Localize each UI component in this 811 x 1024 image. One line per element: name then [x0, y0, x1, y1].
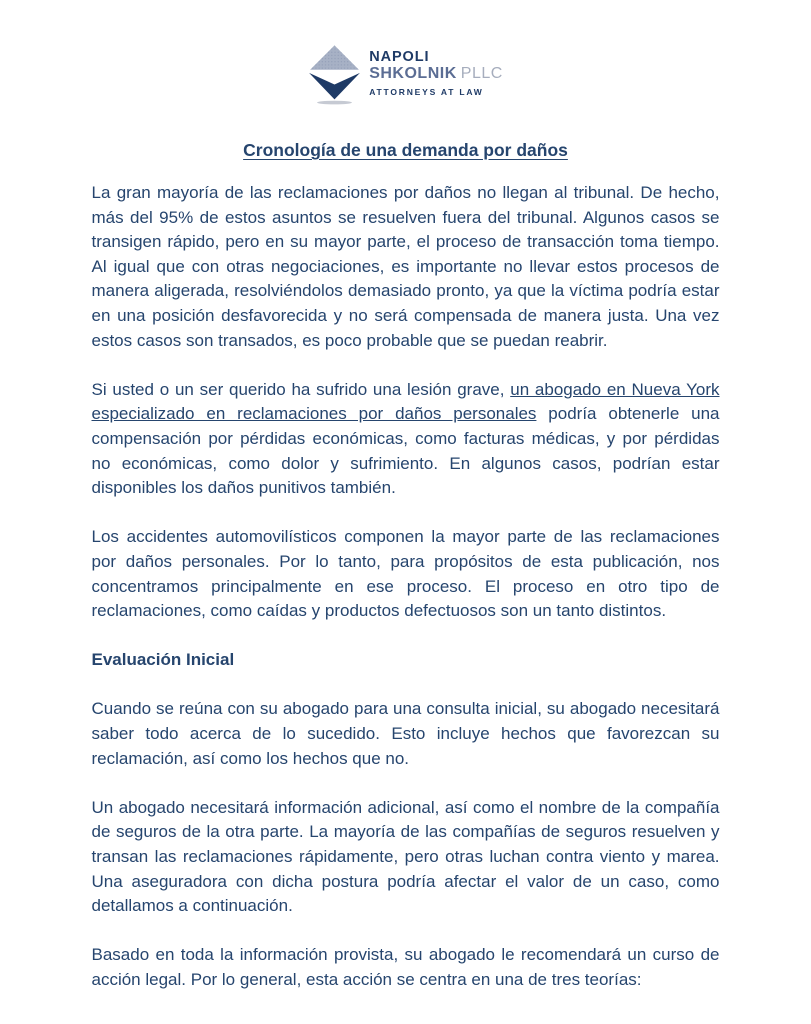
paragraph-legal-action: Basado en toda la información provista, su abogado le recomendará un curso de acción legal. Por lo general, esta acción se centra en una de tres teorías:	[91, 945, 720, 989]
paragraph-auto-accidents: Los accidentes automovilísticos componen la mayor parte de las reclamaciones por daños personales. Por lo tanto, para propósitos de esta publicación, nos concentramos principalmente en ese proceso. El proceso en otro tipo de reclamaciones, como caídas y productos defectuosos son un tanto distintos.	[91, 527, 720, 621]
napoli-shkolnik-logo	[0, 0, 811, 106]
logo-pllc-text: PLLC	[460, 65, 503, 82]
diamond-logo-icon	[308, 44, 361, 106]
section-heading-evaluacion-inicial: Evaluación Inicial	[91, 650, 235, 670]
logo-top-triangle-dots	[310, 45, 359, 69]
paragraph-insurance-info: Un abogado necesitará información adicional, así como el nombre de la compañía de seguros de la otra parte. La mayoría de las compañías de seguros resuelven y transan las reclamaciones rápidamente, pero otras luchan contra viento y marea. Una aseguradora con dicha postura podría afectar el valor de un caso, como detallamos a continuación.	[91, 797, 720, 916]
paragraph-2-lead: Si usted o un ser querido ha sufrido una lesión grave,	[91, 379, 511, 399]
logo-shadow	[317, 101, 352, 105]
document-body	[92, 181, 720, 993]
ny-injury-lawyer-link[interactable]: un abogado en Nueva York especializado en reclamaciones por daños personales	[91, 379, 720, 424]
paragraph-settlement-overview: La gran mayoría de las reclamaciones por daños no llegan al tribunal. De hecho, más del 95% de estos asuntos se resuelven fuera del tribunal. Algunos casos se transigen rápido, pero en su mayor parte, el proceso de transacción toma tiempo. Al igual que con otras negociaciones, es importante no llevar estos procesos de manera aligerada, resolviéndolos demasiado pronto, ya que la víctima podría estar en una posición desfavorecida y no será compensada de manera justa. Una vez estos casos son transados, es poco probable que se puedan reabrir.	[91, 183, 720, 350]
paragraph-lawyer-compensation	[92, 378, 720, 501]
logo-tagline: ATTORNEYS AT LAW	[369, 87, 484, 97]
logo-wordmark	[369, 44, 503, 97]
logo-navy-chevron	[309, 73, 360, 100]
logo-shkolnik-text: SHKOLNIK	[369, 65, 457, 82]
page-title: Cronología de una demanda por daños	[243, 140, 568, 160]
paragraph-initial-consultation: Cuando se reúna con su abogado para una consulta inicial, su abogado necesitará saber todo acerca de lo sucedido. Esto incluye hechos que favorezcan su reclamación, así como los hechos que no.	[91, 699, 720, 768]
paragraph-2-rest: podría obtenerle una compensación por pérdidas económicas, como facturas médicas, y por pérdidas no económicas, como dolor y sufrimiento. En algunos casos, podrían estar disponibles los daños punitivos también.	[91, 404, 720, 498]
logo-name-line2	[369, 65, 503, 82]
logo-name-line1: NAPOLI	[369, 49, 430, 65]
